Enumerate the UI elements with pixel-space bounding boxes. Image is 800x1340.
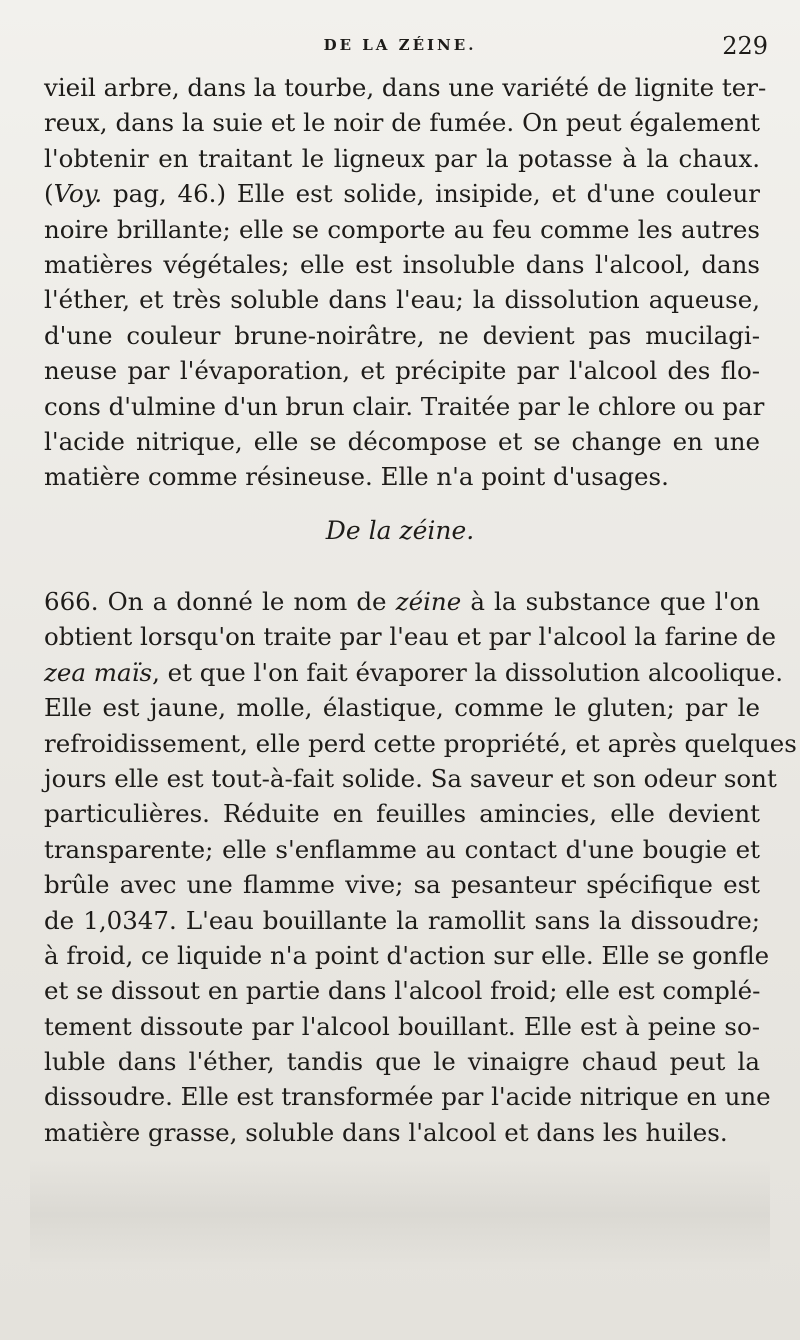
text-line <box>44 584 760 619</box>
italic-text-run: zea maïs <box>44 657 153 687</box>
text-line <box>44 318 760 353</box>
italic-text-run: Voy. <box>53 179 103 209</box>
text-run: Elle est jaune, molle, élastique, comme le gluten; par le <box>44 693 760 723</box>
text-line <box>44 424 760 459</box>
text-run: particulières. Réduite en feuilles amincies, elle devient <box>44 799 760 829</box>
text-line <box>44 247 760 282</box>
text-run: dissoudre. Elle est transformée par l'acide nitrique en une <box>44 1082 771 1112</box>
text-run: noire brillante; elle se comporte au feu comme les autres <box>44 214 760 244</box>
text-run: pag, 46.) Elle est solide, insipide, et d'une couleur <box>102 179 760 209</box>
text-line <box>44 105 760 140</box>
text-line <box>44 903 760 938</box>
text-line <box>44 832 760 867</box>
text-line <box>44 690 760 725</box>
text-line <box>44 389 765 424</box>
text-line <box>44 619 777 654</box>
text-run: , et que l'on fait évaporer la dissolution alcoolique. <box>152 657 783 687</box>
text-line <box>44 212 760 247</box>
text-run: et se dissout en partie dans l'alcool froid; elle est complé- <box>44 976 761 1006</box>
text-line <box>44 761 777 796</box>
text-run: l'acide nitrique, elle se décompose et se change en une <box>44 426 760 456</box>
text-line <box>44 973 760 1008</box>
section-heading: De la zéine. <box>325 516 475 545</box>
text-run: matière comme résineuse. Elle n'a point d'usages. <box>44 462 669 492</box>
text-line <box>44 1009 760 1044</box>
text-run: 666. On a donné le nom de <box>44 587 396 616</box>
text-run: transparente; elle s'enflamme au contact d'une bougie et <box>44 834 760 864</box>
text-line <box>44 867 760 902</box>
italic-text-run: zéine <box>395 587 462 616</box>
show-through-smudge <box>30 1160 770 1270</box>
text-line <box>44 282 760 317</box>
text-run: jours elle est tout-à-fait solide. Sa saveur et son odeur sont <box>44 763 777 793</box>
text-run: reux, dans la suie et le noir de fumée. On peut également <box>44 108 760 138</box>
text-run: tement dissoute par l'alcool bouillant. Elle est à peine so- <box>44 1011 760 1041</box>
text-run: vieil arbre, dans la tourbe, dans une variété de lignite ter- <box>44 73 767 102</box>
text-run: matière grasse, soluble dans l'alcool et dans les huiles. <box>44 1117 728 1147</box>
text-line <box>44 726 797 761</box>
text-line <box>44 655 783 690</box>
text-line <box>44 459 760 494</box>
text-run: obtient lorsqu'on traite par l'eau et par l'alcool la farine de <box>44 622 777 652</box>
text-line <box>44 141 760 176</box>
text-line <box>44 1115 760 1150</box>
text-run: à froid, ce liquide n'a point d'action sur elle. Elle se gonfle <box>44 940 770 970</box>
text-run: refroidissement, elle perd cette propriété, et après quelques <box>44 728 797 758</box>
text-run: l'éther, et très soluble dans l'eau; la dissolution aqueuse, <box>44 285 760 315</box>
text-line <box>44 1079 771 1114</box>
text-run: à la substance que l'on <box>461 587 760 616</box>
paragraph-ulmine-end <box>44 70 767 495</box>
text-run: l'obtenir en traitant le ligneux par la potasse à la chaux. <box>44 143 760 173</box>
text-run: cons d'ulmine d'un brun clair. Traitée par le chlore ou par <box>44 391 765 421</box>
text-run: brûle avec une flamme vive; sa pesanteur spécifique est <box>44 870 760 900</box>
text-run: neuse par l'évaporation, et précipite par l'alcool des flo- <box>44 356 760 386</box>
text-line <box>44 796 760 831</box>
text-run: ( <box>44 179 54 209</box>
text-line <box>44 70 767 105</box>
paragraph-666-zeine <box>44 584 797 1150</box>
text-line <box>44 938 770 973</box>
text-run: matières végétales; elle est insoluble dans l'alcool, dans <box>44 249 760 279</box>
text-line <box>44 353 760 388</box>
running-title: DE LA ZÉINE. <box>323 36 477 54</box>
page-number: 229 <box>722 32 768 60</box>
text-line <box>44 1044 760 1079</box>
text-line <box>44 176 760 211</box>
running-head <box>0 32 800 62</box>
text-run: luble dans l'éther, tandis que le vinaigre chaud peut la <box>44 1047 760 1077</box>
text-run: de 1,0347. L'eau bouillante la ramollit sans la dissoudre; <box>44 905 760 935</box>
text-run: d'une couleur brune-noirâtre, ne devient pas mucilagi- <box>44 320 760 350</box>
